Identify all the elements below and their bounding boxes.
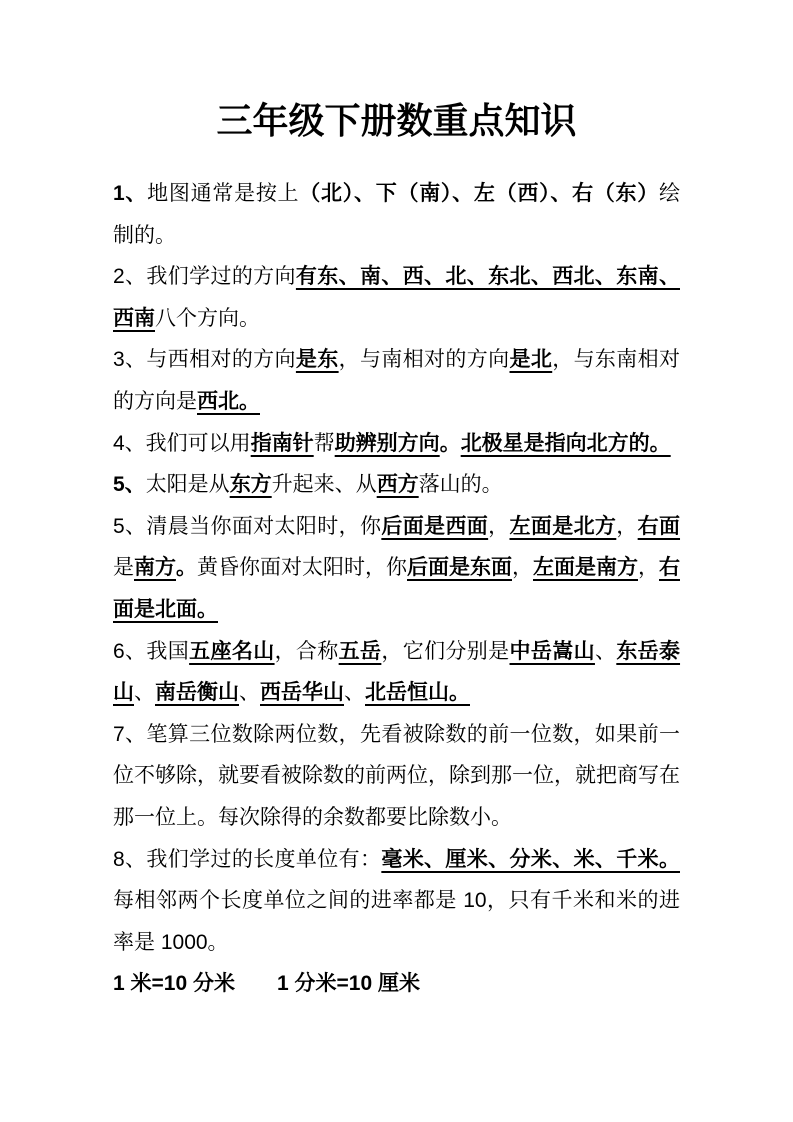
text-run: 八个方向。 xyxy=(155,306,260,330)
text-run: 帮 xyxy=(313,431,335,455)
text-run: 4、我们可以用 xyxy=(113,431,251,455)
text-run: 左面是北方 xyxy=(509,514,617,538)
text-run: 。 xyxy=(176,556,197,580)
text-run: 西北。 xyxy=(197,389,260,413)
text-run: 。 xyxy=(439,431,461,455)
document-body xyxy=(113,173,680,1005)
text-run: 南岳衡山 xyxy=(155,681,239,705)
paragraph xyxy=(113,173,680,256)
text-run: 是北 xyxy=(509,348,553,372)
text-run: ，它们分别是 xyxy=(381,639,510,663)
text-run: 西岳华山 xyxy=(260,681,344,705)
text-run: 落山的。 xyxy=(418,473,503,497)
text-run: 2、我们学过的方向 xyxy=(113,265,296,289)
text-run: 右面是北面。 xyxy=(113,556,680,621)
paragraph xyxy=(113,339,680,422)
text-run: 地图通常是按上 xyxy=(147,182,300,205)
paragraph xyxy=(113,506,680,631)
text-run: 、 xyxy=(239,681,260,705)
text-run: 右面 xyxy=(637,514,681,538)
text-run: 西方 xyxy=(376,473,419,497)
text-run: ，与南相对的方向 xyxy=(338,348,510,372)
text-run: （北）、下（南）、左（西）、右（东） xyxy=(299,182,660,205)
text-run: 东岳泰山 xyxy=(113,639,681,705)
text-run: 后面是东面 xyxy=(407,556,512,580)
text-run: 北岳恒山。 xyxy=(365,681,470,705)
text-run: 助辨别方向 xyxy=(334,431,440,455)
text-run: 黄昏你面对太阳时，你 xyxy=(197,556,407,580)
text-run: ， xyxy=(616,514,638,538)
text-run: 南方 xyxy=(134,556,176,580)
text-run: 北极星是指向北方的。 xyxy=(460,431,671,455)
text-run: ，合称 xyxy=(274,639,339,663)
text-run: ， xyxy=(512,556,533,580)
page-title: 三年级下册数重点知识 xyxy=(216,100,577,141)
text-run: 每相邻两个长度单位之间的进率都是 10，只有千米和米的进率是 1000。 xyxy=(113,889,680,954)
paragraph xyxy=(113,464,680,506)
text-run: 升起来、从 xyxy=(271,473,377,497)
paragraph xyxy=(113,631,680,714)
text-run: 是 xyxy=(113,556,134,580)
text-run: 8、我们学过的长度单位有： xyxy=(113,847,382,871)
text-run: ， xyxy=(488,514,510,538)
text-run: 东方 xyxy=(229,473,272,497)
text-run: 绘制的。 xyxy=(113,182,681,247)
text-run: 中岳嵩山 xyxy=(509,639,595,663)
text-run: 5、 xyxy=(113,473,146,497)
text-run: 五岳 xyxy=(338,639,382,663)
text-run: 、 xyxy=(344,681,365,705)
text-run: 1、 xyxy=(113,182,148,205)
text-run: 、 xyxy=(134,681,155,705)
paragraph xyxy=(113,423,680,465)
text-run: ，与东南相对的方向是 xyxy=(113,348,681,413)
text-run: 有东、南、西、北、东北、西北、东南、西南 xyxy=(113,265,680,330)
text-run: 1 分米=10 厘米 xyxy=(276,972,420,996)
paragraph xyxy=(113,963,680,1005)
text-run: 毫米、厘米、分米、米、千米。 xyxy=(381,847,680,871)
text-run: 5、清晨当你面对太阳时，你 xyxy=(113,514,382,538)
paragraph xyxy=(113,714,680,839)
text-run: ， xyxy=(638,556,659,580)
paragraph xyxy=(113,839,680,964)
text-run: 左面是南方 xyxy=(533,556,638,580)
text-run: 6、我国 xyxy=(113,639,190,663)
text-run: 7、笔算三位数除两位数，先看被除数的前一位数，如果前一位不够除，就要看被除数的前两位，除到那一位，就把商写在那一位上。每次除得的余数都要比除数小。 xyxy=(113,722,680,829)
text-run xyxy=(235,972,277,995)
text-run: 1 米=10 分米 xyxy=(113,972,235,996)
paragraph xyxy=(113,256,680,339)
text-run: 3、与西相对的方向 xyxy=(113,348,296,372)
text-run: 指南针 xyxy=(250,431,314,455)
text-run: 、 xyxy=(594,639,617,663)
text-run: 后面是西面 xyxy=(381,514,489,538)
text-run: 五座名山 xyxy=(189,639,275,663)
text-run: 是东 xyxy=(295,348,339,372)
text-run: 太阳是从 xyxy=(145,473,230,497)
